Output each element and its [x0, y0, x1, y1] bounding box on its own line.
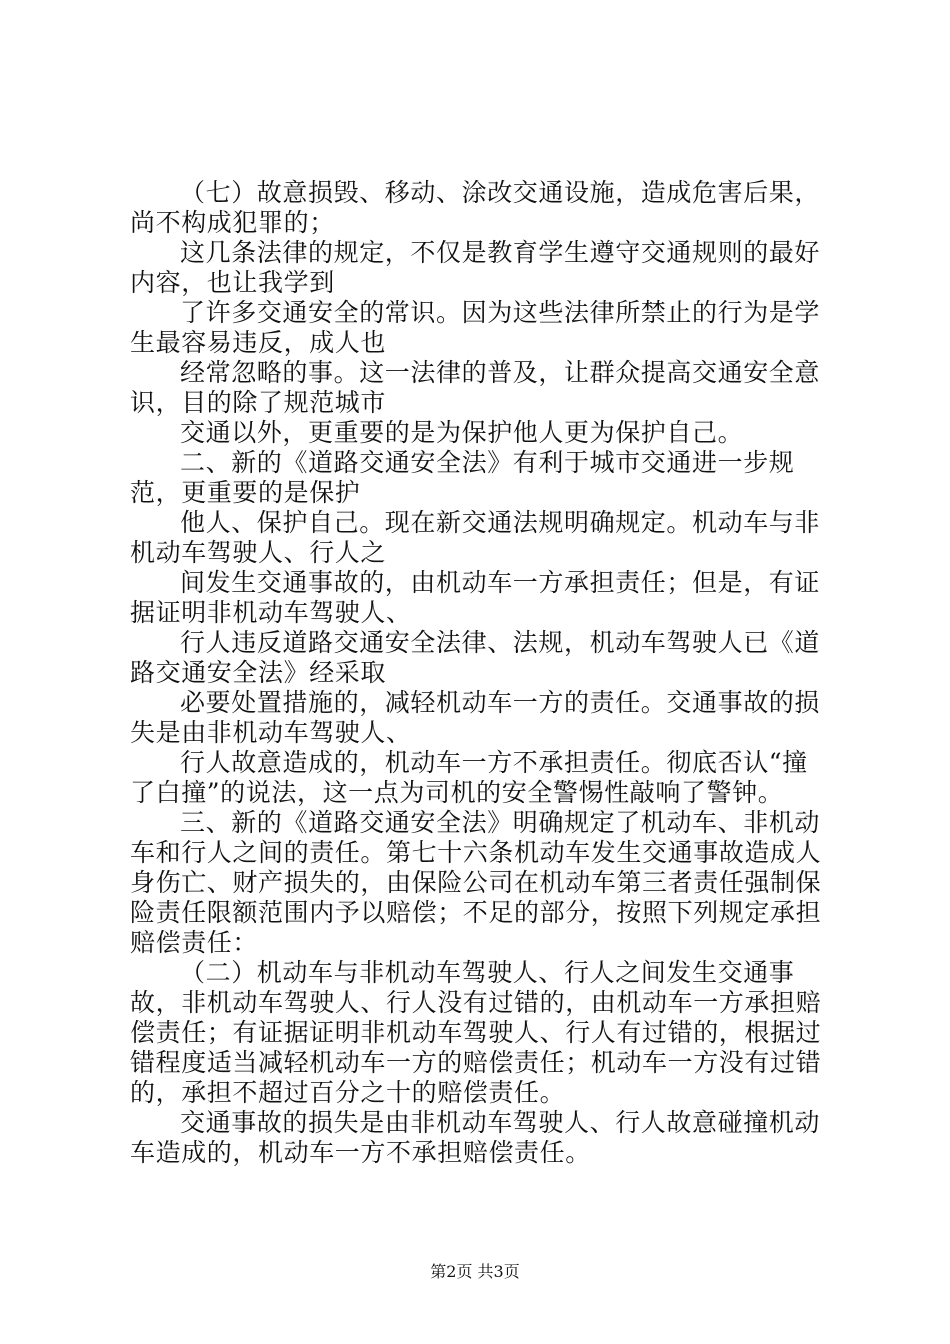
paragraph-14: 交通事故的损失是由非机动车驾驶人、行人故意碰撞机动车造成的，机动车一方不承担赔偿责任。	[130, 1108, 821, 1167]
paragraph-13: （二）机动车与非机动车驾驶人、行人之间发生交通事故，非机动车驾驶人、行人没有过错的，由机动车一方承担赔偿责任；有证据证明非机动车驾驶人、行人有过错的，根据过错程度适当减轻机动车一方的赔偿责任；机动车一方没有过错的，承担不超过百分之十的赔偿责任。	[130, 958, 822, 1107]
page-footer	[0, 1262, 950, 1282]
paragraph-2: 这几条法律的规定，不仅是教育学生遵守交通规则的最好内容，也让我学到	[130, 238, 821, 297]
paragraph-3: 了许多交通安全的常识。因为这些法律所禁止的行为是学生最容易违反，成人也	[130, 298, 821, 357]
paragraph-1: （七）故意损毁、移动、涂改交通设施，造成危害后果，尚不构成犯罪的；	[130, 178, 821, 237]
paragraph-5: 交通以外，更重要的是为保护他人更为保护自己。	[180, 418, 744, 447]
paragraph-11: 行人故意造成的，机动车一方不承担责任。彻底否认“撞了白撞”的说法，这一点为司机的安全警惕性敲响了警钟。	[130, 748, 808, 807]
paragraph-6: 二、新的《道路交通安全法》有利于城市交通进一步规范，更重要的是保护	[130, 448, 795, 507]
paragraph-10: 必要处置措施的，减轻机动车一方的责任。交通事故的损失是由非机动车驾驶人、	[130, 688, 821, 747]
paragraph-7: 他人、保护自己。现在新交通法规明确规定。机动车与非机动车驾驶人、行人之	[130, 508, 821, 567]
page-number: 第2页 共3页	[430, 1262, 520, 1281]
paragraph-12: 三、新的《道路交通安全法》明确规定了机动车、非机动车和行人之间的责任。第七十六条机动车发生交通事故造成人身伤亡、财产损失的，由保险公司在机动车第三者责任强制保险责任限额范围内予以赔偿；不足的部分，按照下列规定承担赔偿责任：	[130, 808, 822, 957]
paragraph-9: 行人违反道路交通安全法律、法规，机动车驾驶人已《道路交通安全法》经采取	[130, 628, 821, 687]
document-body	[130, 178, 830, 1168]
paragraph-8: 间发生交通事故的，由机动车一方承担责任；但是，有证据证明非机动车驾驶人、	[130, 568, 821, 627]
paragraph-4: 经常忽略的事。这一法律的普及，让群众提高交通安全意识，目的除了规范城市	[130, 358, 821, 417]
